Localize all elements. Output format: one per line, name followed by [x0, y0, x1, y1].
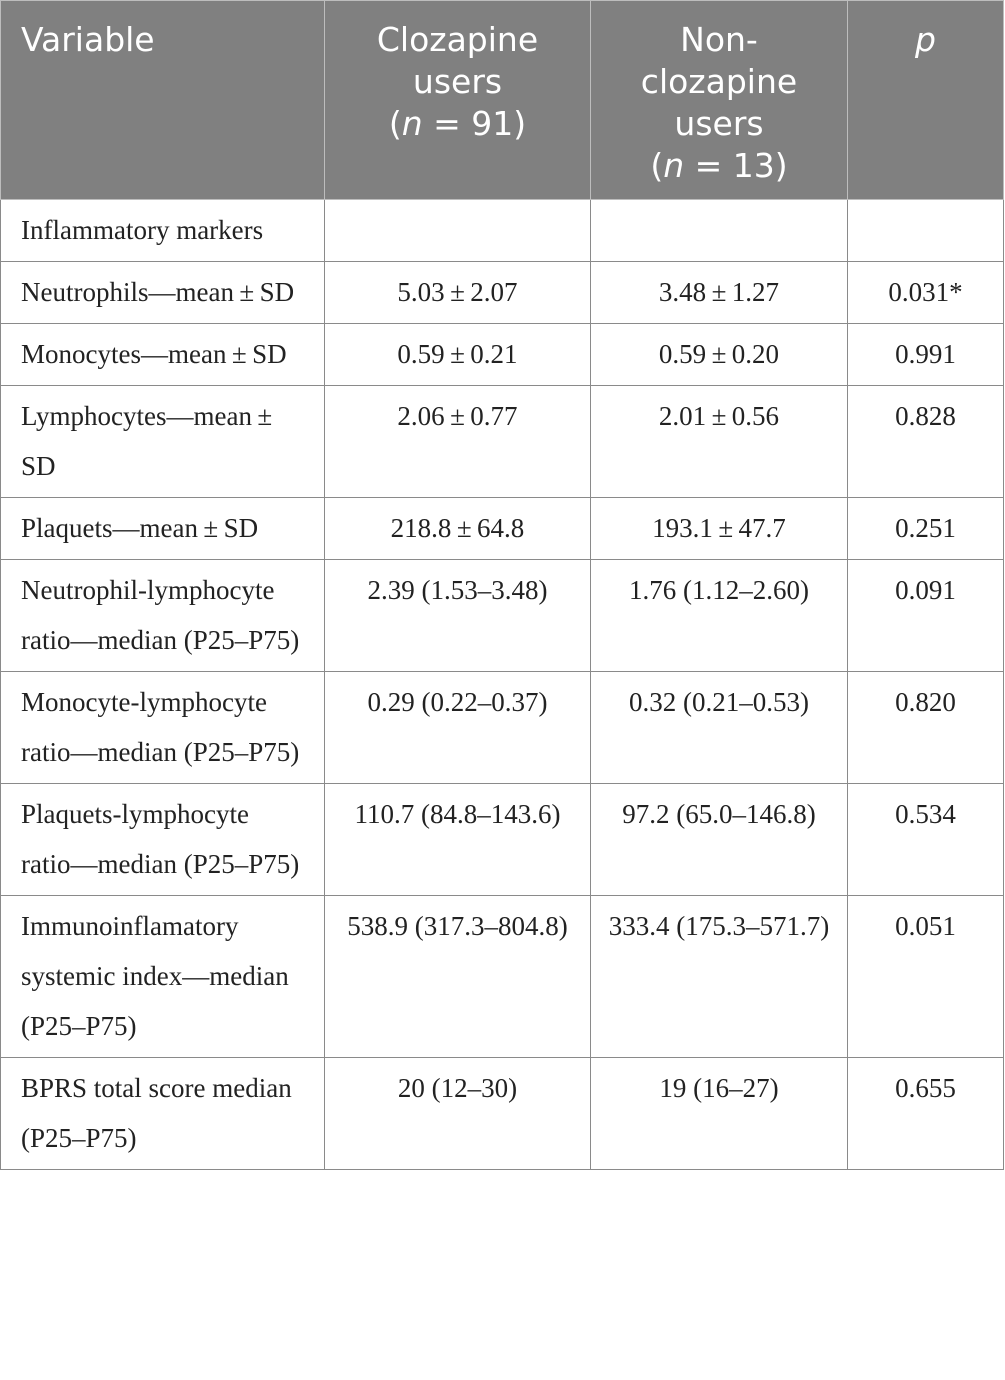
row-p-value: 0.828: [848, 386, 1004, 498]
table-row: [1, 262, 1004, 324]
row-clozapine-value: 5.03 ± 2.07: [325, 262, 591, 324]
row-clozapine-value: 218.8 ± 64.8: [325, 498, 591, 560]
row-variable: Lymphocytes—mean ± SD: [1, 386, 325, 498]
row-clozapine-value: 0.59 ± 0.21: [325, 324, 591, 386]
row-variable: Neutrophil-lymphocyte ratio—median (P25–P75): [1, 560, 325, 672]
header-row: [1, 1, 1004, 200]
row-clozapine-value: 0.29 (0.22–0.37): [325, 672, 591, 784]
row-variable: Plaquets-lymphocyte ratio—median (P25–P75): [1, 784, 325, 896]
table-row: [1, 896, 1004, 1058]
row-p-value: 0.991: [848, 324, 1004, 386]
row-nonclozapine-value: 1.76 (1.12–2.60): [591, 560, 848, 672]
row-nonclozapine-value: 333.4 (175.3–571.7): [591, 896, 848, 1058]
section-label: Inflammatory markers: [1, 200, 325, 262]
header-clozapine-users: [325, 1, 591, 200]
table-row: [1, 324, 1004, 386]
header-clozapine-line1: Clozapine: [376, 20, 539, 59]
header-nonclozapine-n: (n = 13): [650, 146, 788, 185]
row-nonclozapine-value: 2.01 ± 0.56: [591, 386, 848, 498]
row-variable: Monocytes—mean ± SD: [1, 324, 325, 386]
header-clozapine-n: (n = 91): [388, 104, 527, 143]
header-nonclozapine-users: [591, 1, 848, 200]
row-clozapine-value: 2.06 ± 0.77: [325, 386, 591, 498]
row-clozapine-value: 20 (12–30): [325, 1058, 591, 1170]
row-variable: Neutrophils—mean ± SD: [1, 262, 325, 324]
row-p-value: 0.655: [848, 1058, 1004, 1170]
section-empty-cell: [848, 200, 1004, 262]
header-nonclozapine-line2: clozapine: [640, 62, 798, 101]
header-p-value: p: [848, 1, 1004, 200]
header-variable: Variable: [1, 1, 325, 200]
row-clozapine-value: 538.9 (317.3–804.8): [325, 896, 591, 1058]
section-empty-cell: [591, 200, 848, 262]
row-variable: Plaquets—mean ± SD: [1, 498, 325, 560]
row-p-value: 0.534: [848, 784, 1004, 896]
row-clozapine-value: 110.7 (84.8–143.6): [325, 784, 591, 896]
row-variable: Monocyte-lymphocyte ratio—median (P25–P75): [1, 672, 325, 784]
table-row: [1, 672, 1004, 784]
row-p-value: 0.031*: [848, 262, 1004, 324]
row-clozapine-value: 2.39 (1.53–3.48): [325, 560, 591, 672]
row-variable: Immunoinflamatory systemic index—median (P25–P75): [1, 896, 325, 1058]
row-p-value: 0.091: [848, 560, 1004, 672]
row-nonclozapine-value: 0.32 (0.21–0.53): [591, 672, 848, 784]
row-nonclozapine-value: 0.59 ± 0.20: [591, 324, 848, 386]
header-clozapine-line2: users: [412, 62, 503, 101]
row-nonclozapine-value: 97.2 (65.0–146.8): [591, 784, 848, 896]
row-p-value: 0.251: [848, 498, 1004, 560]
row-nonclozapine-value: 193.1 ± 47.7: [591, 498, 848, 560]
header-nonclozapine-line3: users: [674, 104, 764, 143]
table-row: [1, 560, 1004, 672]
header-nonclozapine-line1: Non-: [680, 20, 758, 59]
row-nonclozapine-value: 3.48 ± 1.27: [591, 262, 848, 324]
row-p-value: 0.820: [848, 672, 1004, 784]
section-empty-cell: [325, 200, 591, 262]
row-variable: BPRS total score median (P25–P75): [1, 1058, 325, 1170]
table-row: [1, 784, 1004, 896]
row-p-value: 0.051: [848, 896, 1004, 1058]
table-row: [1, 498, 1004, 560]
table-row: [1, 386, 1004, 498]
table-row: [1, 1058, 1004, 1170]
row-nonclozapine-value: 19 (16–27): [591, 1058, 848, 1170]
section-row: [1, 200, 1004, 262]
